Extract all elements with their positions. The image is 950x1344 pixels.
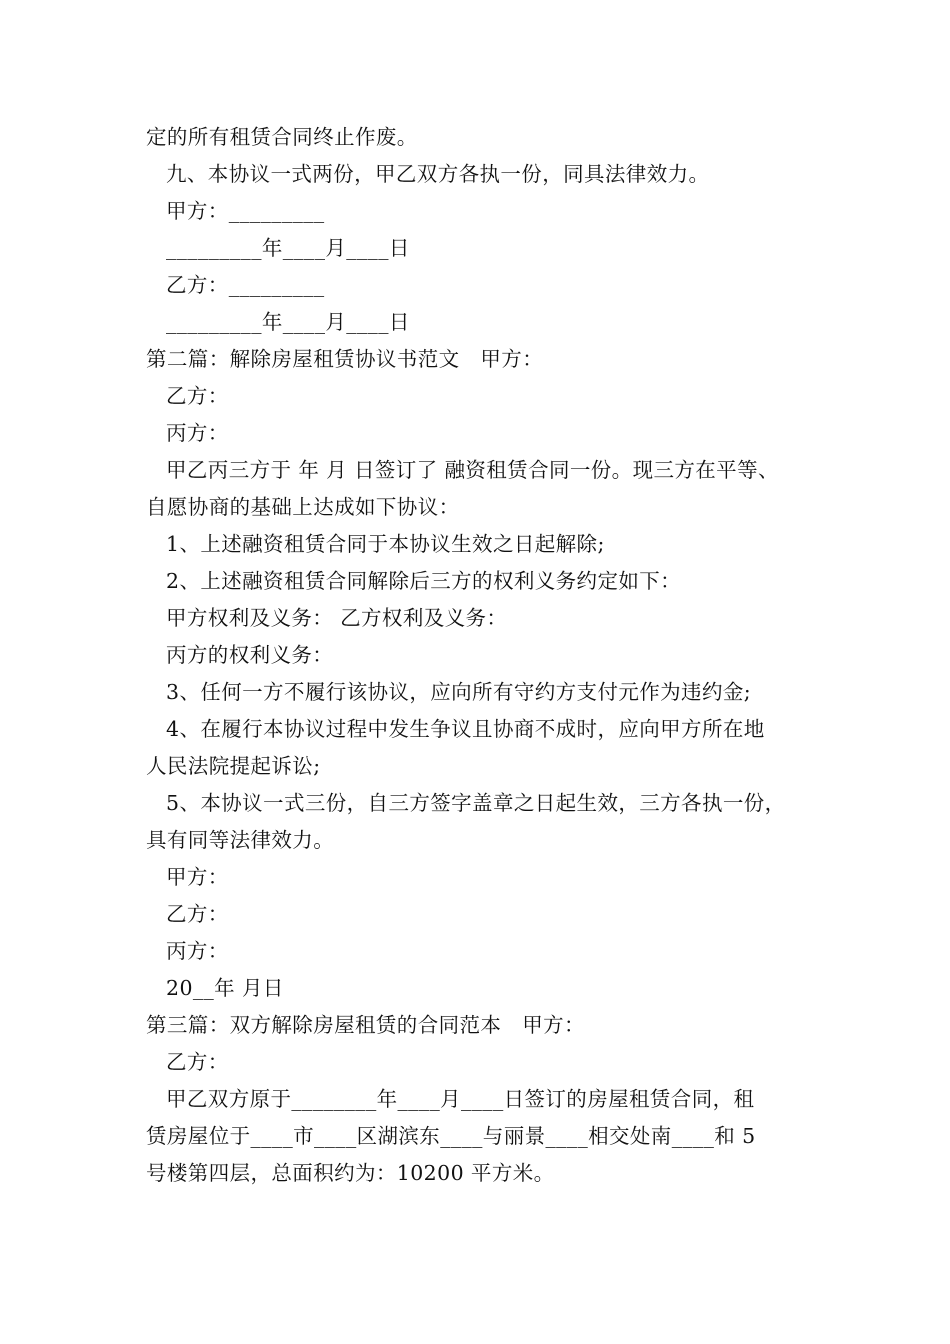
- clause-item: 5、本协议一式三份，自三方签字盖章之日起生效，三方各执一份，: [166, 791, 786, 815]
- party-label: 乙方：: [166, 384, 229, 408]
- party-label: 丙方：: [166, 421, 229, 445]
- text-line: 甲乙双方原于________年____月____日签订的房屋租赁合同，租: [166, 1087, 755, 1111]
- text-line: 自愿协商的基础上达成如下协议：: [146, 495, 460, 519]
- text-line: 定的所有租赁合同终止作废。: [146, 125, 418, 149]
- signature-line-party-a: 甲方：_________: [166, 199, 325, 223]
- text-line: 号楼第四层，总面积约为：10200 平方米。: [146, 1161, 555, 1185]
- section-heading: 第二篇：解除房屋租赁协议书范文 甲方：: [146, 347, 544, 371]
- signature-line-party-b: 乙方：_________: [166, 273, 325, 297]
- date-line: 20__年 月日: [166, 976, 284, 1000]
- party-label: 乙方：: [166, 1050, 229, 1074]
- section-heading: 第三篇：双方解除房屋租赁的合同范本 甲方：: [146, 1013, 585, 1037]
- party-label: 甲方：: [166, 865, 229, 889]
- date-line: _________年____月____日: [166, 236, 410, 260]
- clause-item: 3、任何一方不履行该协议，应向所有守约方支付元作为违约金;: [166, 680, 752, 704]
- text-line: 人民法院提起诉讼;: [146, 754, 321, 778]
- text-line: 赁房屋位于____市____区湖滨东____与丽景____相交处南____和 5: [146, 1124, 756, 1148]
- text-line: 九、本协议一式两份，甲乙双方各执一份，同具法律效力。: [166, 162, 710, 186]
- date-line: _________年____月____日: [166, 310, 410, 334]
- clause-item: 4、在履行本协议过程中发生争议且协商不成时，应向甲方所在地: [166, 717, 765, 741]
- party-label: 丙方：: [166, 939, 229, 963]
- text-line: 甲乙丙三方于 年 月 日签订了 融资租赁合同一份。现三方在平等、: [166, 458, 779, 482]
- party-label: 乙方：: [166, 902, 229, 926]
- clause-item: 2、上述融资租赁合同解除后三方的权利义务约定如下：: [166, 569, 682, 593]
- text-line: 甲方权利及义务： 乙方权利及义务：: [166, 606, 508, 630]
- text-line: 丙方的权利义务：: [166, 643, 334, 667]
- text-line: 具有同等法律效力。: [146, 828, 335, 852]
- clause-item: 1、上述融资租赁合同于本协议生效之日起解除;: [166, 532, 605, 556]
